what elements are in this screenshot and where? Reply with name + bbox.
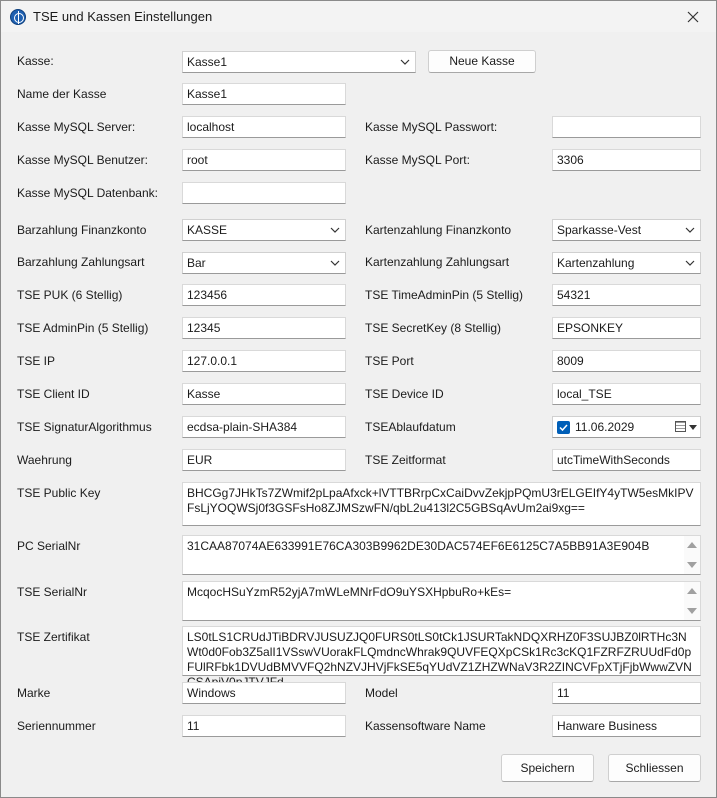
secret-key-label: TSE SecretKey (8 Stellig)	[365, 321, 502, 335]
mysql-port-label: Kasse MySQL Port:	[365, 153, 470, 167]
tse-serial-text: McqocHSuYzmR52yjA7mWLeMNrFdO9uYSXHpbuRo+kEs=	[187, 585, 512, 599]
ip-label: TSE IP	[17, 354, 56, 368]
zertifikat-text: LS0tLS1CRUdJTiBDRVJUSUZJQ0FURS0tLS0tCk1JSURTakNDQXRHZ0F3SUJBZ0lRTHc3NWt0d0Fob3Z5alI1VSswVUorakFLQmdncWhrak9QUVFEQXpCSk1Rc3cKQ1FZRFZRUUdFd0pFUlRFbk1DVUdBMVVFQ2hNZVJHVjFkSE5qYUdVZ1ZHZWNaV3R2ZINCVFpXTjFjbWwwZVN	[187, 630, 692, 674]
pc-serial-scrollbar[interactable]	[684, 536, 700, 574]
karte-art-label: Kartenzahlung Zahlungsart	[365, 255, 510, 269]
app-icon	[10, 9, 26, 25]
form-area	[1, 32, 716, 797]
seriennummer-label: Seriennummer	[17, 719, 96, 733]
mysql-db-input[interactable]	[182, 182, 346, 204]
waehrung-label: Waehrung	[17, 453, 72, 467]
device-id-input[interactable]: local_TSE	[552, 383, 701, 405]
mysql-password-input[interactable]	[552, 116, 701, 138]
chevron-down-icon	[329, 253, 341, 273]
scroll-down-icon[interactable]	[687, 562, 697, 568]
close-icon	[687, 11, 699, 23]
scroll-down-icon[interactable]	[687, 608, 697, 614]
mysql-port-input[interactable]: 3306	[552, 149, 701, 171]
calendar-icon[interactable]	[675, 421, 686, 432]
name-input[interactable]: Kasse1	[182, 83, 346, 105]
puk-input[interactable]: 123456	[182, 284, 346, 306]
chevron-down-icon	[684, 253, 696, 273]
sig-algo-label: TSE SignaturAlgorithmus	[17, 420, 152, 434]
kasse-label: Kasse:	[17, 54, 54, 68]
scroll-up-icon[interactable]	[687, 588, 697, 594]
bar-art-value: Bar	[187, 256, 206, 270]
kasse-select[interactable]	[182, 51, 416, 73]
close-window-button[interactable]	[670, 1, 716, 32]
zeitformat-label: TSE Zeitformat	[365, 453, 446, 467]
zeitformat-input[interactable]: utcTimeWithSeconds	[552, 449, 701, 471]
pc-serial-text: 31CAA87074AE633991E76CA303B9962DE30DAC574EF6E6125C7A5BB91A3E904B	[187, 539, 650, 553]
ip-input[interactable]: 127.0.0.1	[182, 350, 346, 372]
checkmark-icon	[557, 421, 570, 434]
device-id-label: TSE Device ID	[365, 387, 444, 401]
pc-serial-label: PC SerialNr	[17, 539, 81, 553]
chevron-down-icon	[329, 220, 341, 240]
sig-algo-input[interactable]: ecdsa-plain-SHA384	[182, 416, 346, 438]
port-input[interactable]: 8009	[552, 350, 701, 372]
tse-serial-scrollbar[interactable]	[684, 582, 700, 620]
model-label: Model	[365, 686, 398, 700]
mysql-db-label: Kasse MySQL Datenbank:	[17, 186, 158, 200]
waehrung-input[interactable]: EUR	[182, 449, 346, 471]
public-key-label: TSE Public Key	[17, 486, 101, 500]
bar-konto-label: Barzahlung Finanzkonto	[17, 223, 147, 237]
ablauf-date-value: 11.06.2029	[575, 420, 635, 434]
mysql-user-label: Kasse MySQL Benutzer:	[17, 153, 148, 167]
neue-kasse-button[interactable]: Neue Kasse	[428, 50, 536, 73]
marke-input[interactable]: Windows	[182, 682, 346, 704]
zertifikat-label: TSE Zertifikat	[17, 630, 90, 644]
port-label: TSE Port	[365, 354, 414, 368]
pc-serial-textarea[interactable]	[182, 535, 701, 575]
bar-art-label: Barzahlung Zahlungsart	[17, 255, 145, 269]
bar-art-select[interactable]	[182, 252, 346, 274]
name-label: Name der Kasse	[17, 87, 107, 101]
kasse-select-value: Kasse1	[187, 55, 228, 69]
seriennummer-input[interactable]: 11	[182, 715, 346, 737]
kassensoftware-input[interactable]: Hanware Business	[552, 715, 701, 737]
karte-art-value: Kartenzahlung	[557, 256, 635, 270]
admin-pin-input[interactable]: 12345	[182, 317, 346, 339]
ablauf-label: TSEAblaufdatum	[365, 420, 456, 434]
tse-serial-label: TSE SerialNr	[17, 585, 88, 599]
bar-konto-select[interactable]	[182, 219, 346, 241]
mysql-server-label: Kasse MySQL Server:	[17, 120, 136, 134]
window-title: TSE und Kassen Einstellungen	[33, 9, 213, 24]
zertifikat-textarea[interactable]	[182, 626, 701, 676]
bar-konto-value: KASSE	[187, 223, 228, 237]
public-key-text: BHCGg7JHkTs7ZWmif2pLpaAfxck+lVTTBRrpCxCaiDvvZekjpPQmU3rELGEIfY4yTW5esMkIPVFsLjYOQWSj0f3GSFsHo8ZJMSzwFN/qbL2u413l2C5GBSqAvUm2ai9xg==	[187, 486, 694, 515]
mysql-server-input[interactable]: localhost	[182, 116, 346, 138]
client-id-label: TSE Client ID	[17, 387, 90, 401]
time-admin-pin-input[interactable]: 54321	[552, 284, 701, 306]
title-bar	[1, 1, 716, 32]
mysql-user-input[interactable]: root	[182, 149, 346, 171]
chevron-down-icon	[399, 52, 411, 72]
tse-serial-textarea[interactable]	[182, 581, 701, 621]
karte-konto-select[interactable]	[552, 219, 701, 241]
mysql-password-label: Kasse MySQL Passwort:	[365, 120, 498, 134]
karte-konto-label: Kartenzahlung Finanzkonto	[365, 223, 512, 237]
marke-label: Marke	[17, 686, 51, 700]
kassensoftware-label: Kassensoftware Name	[365, 719, 486, 733]
close-button[interactable]: Schliessen	[608, 754, 701, 782]
secret-key-input[interactable]: EPSONKEY	[552, 317, 701, 339]
puk-label: TSE PUK (6 Stellig)	[17, 288, 123, 302]
client-id-input[interactable]: Kasse	[182, 383, 346, 405]
scroll-up-icon[interactable]	[687, 542, 697, 548]
ablauf-checkbox[interactable]	[557, 421, 570, 434]
ablauf-datepicker[interactable]	[552, 416, 701, 438]
karte-konto-value: Sparkasse-Vest	[557, 223, 642, 237]
public-key-textarea[interactable]	[182, 482, 701, 526]
dropdown-arrow-icon[interactable]	[689, 425, 697, 430]
admin-pin-label: TSE AdminPin (5 Stellig)	[17, 321, 149, 335]
save-button[interactable]: Speichern	[501, 754, 594, 782]
model-input[interactable]: 11	[552, 682, 701, 704]
karte-art-select[interactable]	[552, 252, 701, 274]
chevron-down-icon	[684, 220, 696, 240]
time-admin-pin-label: TSE TimeAdminPin (5 Stellig)	[365, 288, 524, 302]
